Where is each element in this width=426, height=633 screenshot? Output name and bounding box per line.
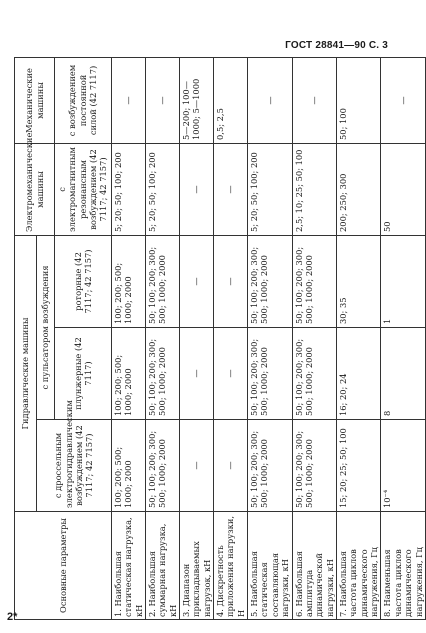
cell-plunger: 8 [381, 328, 425, 420]
cell-rotary: — [179, 235, 213, 327]
subheader-throttle: с дроссельным электрогидравлическим возбуждением (42 7117; 42 7157) [37, 420, 112, 512]
cell-rotary: 100; 200; 500; 1000; 2000 [111, 235, 145, 327]
cell-mech: — [248, 57, 292, 143]
cell-mech: — [145, 57, 179, 143]
subheader-electro: с электромагнитным резонансным возбуждением (42 7117; 42 7157) [55, 143, 112, 235]
subheader-pulse: с пульсатором возбуждения [37, 235, 55, 419]
header-electromechanical: Электромеханические машины [15, 143, 55, 235]
cell-plunger: 50; 100; 200; 300; 500; 1000; 2000 [292, 328, 336, 420]
table-row [145, 57, 179, 619]
cell-plunger: — [214, 328, 248, 420]
cell-rotary: 1 [381, 235, 425, 327]
header-parameters: Основные параметры [15, 512, 112, 620]
row-label: 3. Диапазон прикладываемых нагрузок, кН [179, 512, 213, 620]
page-header: ГОСТ 28841—90 С. 3 [285, 40, 388, 51]
cell-rotary: 50; 100; 200; 300; 500; 1000; 2000 [145, 235, 179, 327]
row-label: 6. Наибольшая амплитуда динамической нагрузки, кН [292, 512, 336, 620]
cell-electro: 5; 20; 50; 100; 200 [111, 143, 145, 235]
table-row [248, 57, 292, 619]
cell-mech: — [292, 57, 336, 143]
cell-rotary: 30; 35 [336, 235, 380, 327]
row-label: 4. Дискретность приложения нагрузки, Н [214, 512, 248, 620]
cell-mech: 5—200; 100—1000; 5—1000 [179, 57, 213, 143]
cell-mech: — [111, 57, 145, 143]
cell-throttle: — [214, 420, 248, 512]
cell-mech: 0,5; 2,5 [214, 57, 248, 143]
cell-throttle: 10⁻⁴ [381, 420, 425, 512]
cell-throttle: 100; 200; 500; 1000; 2000 [111, 420, 145, 512]
cell-rotary: — [214, 235, 248, 327]
cell-electro: 200; 250; 300 [336, 143, 380, 235]
rotated-table-container [14, 58, 424, 620]
table-row [336, 57, 380, 619]
table-frame [14, 58, 424, 620]
cell-throttle: 50; 100; 200; 300; 500; 1000; 2000 [292, 420, 336, 512]
cell-electro: 5; 20; 50; 100; 200 [145, 143, 179, 235]
parameters-table [14, 57, 426, 620]
table-row [292, 57, 336, 619]
cell-throttle: — [179, 420, 213, 512]
cell-plunger: 50; 100; 200; 300; 500; 1000; 2000 [145, 328, 179, 420]
row-label: 2. Наибольшая суммарная нагрузка, кН [145, 512, 179, 620]
table-row [179, 57, 213, 619]
cell-throttle: 15; 20; 25; 50; 100 [336, 420, 380, 512]
row-label: 5. Наибольшая статическая составляющая нагрузки, кН [248, 512, 292, 620]
cell-mech: — [381, 57, 425, 143]
table-row [381, 57, 425, 619]
subheader-plunger: плунжерные (42 7117) [55, 328, 112, 420]
table-row [111, 57, 145, 619]
cell-plunger: 16; 20; 24 [336, 328, 380, 420]
table-row [214, 57, 248, 619]
cell-plunger: — [179, 328, 213, 420]
cell-electro: — [179, 143, 213, 235]
row-label: 1. Наибольшая статическая нагрузка, кН [111, 512, 145, 620]
header-hydraulic: Гидравлические машины [15, 235, 37, 511]
cell-electro: — [214, 143, 248, 235]
cell-electro: 50 [381, 143, 425, 235]
cell-plunger: 100; 200; 500; 1000; 2000 [111, 328, 145, 420]
page-number: 2* [7, 611, 18, 623]
table-body [111, 57, 425, 619]
subheader-mech: с возбуждением постоянной силой (42 7117) [55, 57, 112, 143]
cell-throttle: 50; 100; 200; 300; 500; 1000; 2000 [145, 420, 179, 512]
cell-electro: 5; 20; 50; 100; 200 [248, 143, 292, 235]
cell-electro: 2,5; 10; 25; 50; 100 [292, 143, 336, 235]
cell-plunger: 50; 100; 200; 300; 500; 1000; 2000 [248, 328, 292, 420]
cell-mech: 50; 100 [336, 57, 380, 143]
cell-rotary: 50; 100; 200; 300; 500; 1000; 2000 [292, 235, 336, 327]
cell-throttle: 50; 100; 200; 300; 500; 1000; 2000 [248, 420, 292, 512]
cell-rotary: 50; 100; 200; 300; 500; 1000; 2000 [248, 235, 292, 327]
header-mechanical: Механические машины [15, 57, 55, 143]
row-label: 7. Наибольшая частота циклов динамического нагружения, Гц [336, 512, 380, 620]
subheader-rotary: роторные (42 7117; 42 7157) [55, 235, 112, 327]
row-label: 8. Наименьшая частота циклов динамического нагружения, Гц [381, 512, 425, 620]
